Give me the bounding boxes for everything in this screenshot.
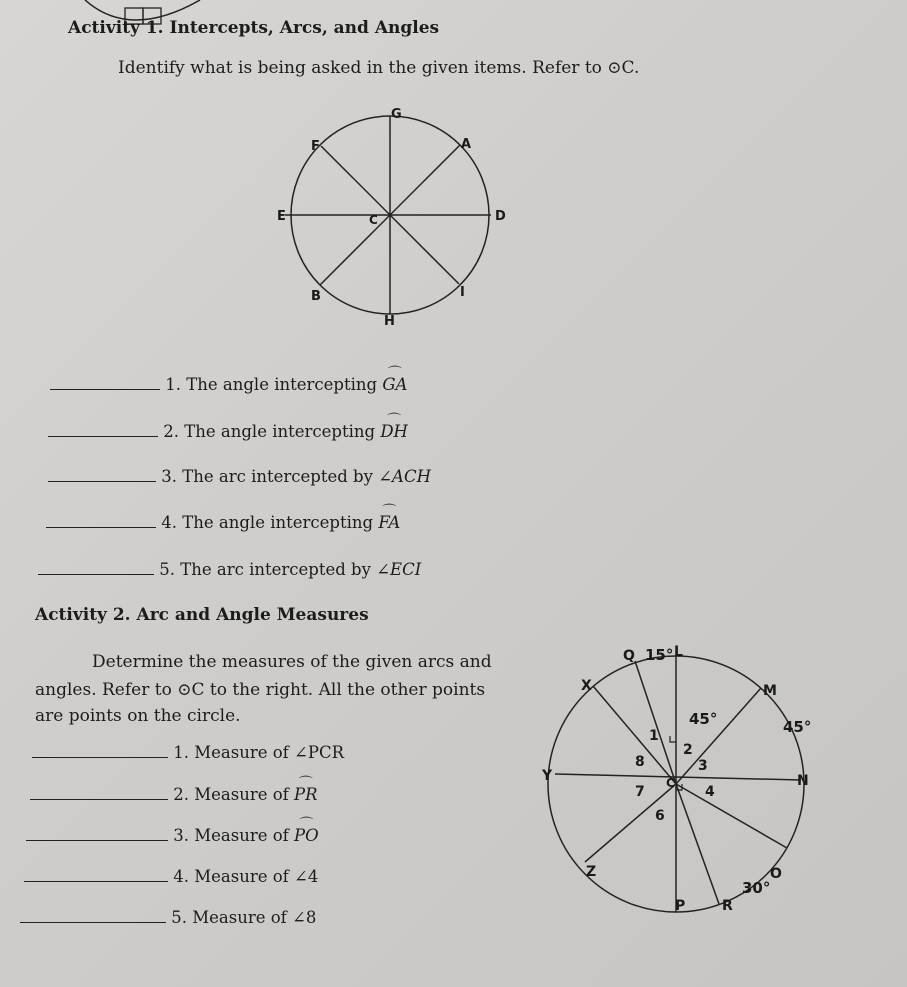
label-deg45b: 45°	[783, 718, 812, 736]
label-angle-1: 1	[649, 728, 659, 744]
label-angle-8: 8	[635, 754, 645, 770]
activity1-item-5: 5. The arc intercepted by ∠ECI	[38, 560, 421, 579]
circle-c-figure-1	[255, 100, 535, 330]
circle-c-figure-2	[535, 640, 835, 925]
label-c: C	[369, 213, 378, 227]
radius-cm	[676, 688, 761, 784]
label-deg45a: 45°	[689, 710, 718, 728]
label-m: M	[763, 683, 777, 699]
label-c: C	[666, 776, 675, 790]
activity2-item-1: 1. Measure of ∠PCR	[32, 743, 344, 762]
activity2-item-3: 3. Measure of ⌒ PO	[26, 826, 319, 845]
activity1-item-4: 4. The angle intercepting ⌒ FA	[46, 513, 400, 532]
answer-blank[interactable]	[20, 921, 166, 923]
activity1-item-1: 1. The angle intercepting ⌒ GA	[50, 375, 407, 394]
radius-co	[676, 784, 787, 848]
answer-blank[interactable]	[50, 388, 160, 390]
label-angle-2: 2	[683, 742, 693, 758]
label-d: D	[495, 209, 506, 224]
label-i: I	[460, 285, 465, 300]
label-p: P	[675, 898, 686, 914]
label-angle-7: 7	[635, 784, 645, 800]
activity2-instruction-line2: angles. Refer to ⊙C to the right. All the other points	[35, 680, 486, 700]
label-o: O	[770, 866, 782, 882]
label-angle-4: 4	[705, 784, 715, 800]
activity1-title: Activity 1. Intercepts, Arcs, and Angles	[68, 18, 440, 38]
answer-blank[interactable]	[46, 526, 156, 528]
label-f: F	[311, 139, 320, 154]
label-angle-3: 3	[698, 758, 708, 774]
activity2-item-4: 4. Measure of ∠4	[24, 867, 318, 886]
label-n: N	[797, 773, 809, 789]
answer-blank[interactable]	[32, 756, 168, 758]
radius-cr	[676, 784, 719, 904]
label-l: L	[674, 644, 683, 660]
activity1-item-2: 2. The angle intercepting ⌒ DH	[48, 422, 408, 441]
activity2-item-2: 2. Measure of ⌒ PR	[30, 785, 318, 804]
answer-blank[interactable]	[26, 839, 168, 841]
label-deg30: 30°	[742, 879, 771, 897]
label-z: Z	[586, 864, 597, 880]
label-y: Y	[542, 768, 553, 784]
label-q: Q	[623, 648, 635, 664]
activity1-item-3: 3. The arc intercepted by ∠ACH	[48, 467, 431, 486]
label-a: A	[461, 137, 472, 152]
label-h: H	[384, 314, 395, 329]
label-x: X	[581, 678, 592, 694]
activity2-instruction-line3: are points on the circle.	[35, 706, 241, 726]
activity2-title: Activity 2. Arc and Angle Measures	[35, 605, 369, 625]
label-angle-6: 6	[655, 808, 665, 824]
answer-blank[interactable]	[48, 480, 156, 482]
answer-blank[interactable]	[48, 435, 158, 437]
activity2-item-5: 5. Measure of ∠8	[20, 908, 316, 927]
activity1-instruction: Identify what is being asked in the given items. Refer to ⊙C.	[118, 58, 640, 78]
label-e: E	[277, 209, 286, 224]
answer-blank[interactable]	[24, 880, 168, 882]
label-r: R	[722, 898, 733, 914]
answer-blank[interactable]	[38, 573, 154, 575]
activity2-instruction-line1: Determine the measures of the given arcs and	[92, 652, 492, 672]
label-b: B	[311, 289, 321, 304]
label-g: G	[391, 107, 402, 122]
answer-blank[interactable]	[30, 798, 168, 800]
chord-yn	[555, 774, 801, 780]
label-deg15: 15°	[645, 646, 674, 664]
